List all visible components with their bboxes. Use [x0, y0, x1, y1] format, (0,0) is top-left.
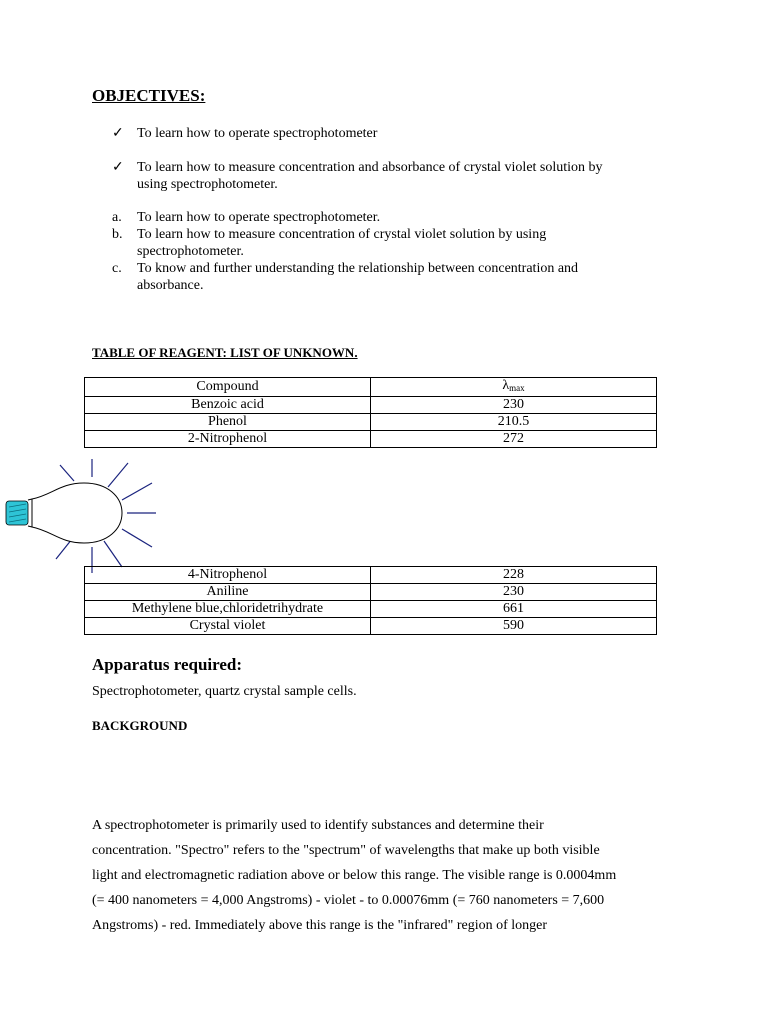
paragraph-line: (= 400 nanometers = 4,000 Angstroms) - violet - to 0.00076mm (= 760 nanometers = 7,600: [92, 893, 605, 908]
compound-cell: Crystal violet: [85, 618, 371, 635]
reagent-table-bottom: [84, 566, 657, 635]
list-marker: b.: [112, 227, 123, 242]
lambda-cell: 210.5: [371, 414, 657, 431]
table-row: [85, 584, 657, 601]
lambda-cell: 272: [371, 431, 657, 448]
table-row: [85, 567, 657, 584]
checkmark-icon: ✓: [112, 126, 124, 141]
header-compound: Compound: [85, 378, 371, 397]
compound-cell: Aniline: [85, 584, 371, 601]
lambda-cell: 230: [371, 397, 657, 414]
lightbulb-icon: [0, 455, 170, 575]
list-marker: c.: [112, 261, 122, 276]
lambda-cell: 228: [371, 567, 657, 584]
objective-text-line: To know and further understanding the relationship between concentration and: [137, 261, 579, 276]
apparatus-text: Spectrophotometer, quartz crystal sample cells.: [92, 684, 357, 699]
table-row: [85, 414, 657, 431]
header-lambda-max: [371, 378, 657, 397]
table-row: [85, 397, 657, 414]
lambda-subscript: max: [509, 383, 525, 393]
paragraph-line: Angstroms) - red. Immediately above this range is the "infrared" region of longer: [92, 918, 548, 933]
list-marker: a.: [112, 210, 122, 225]
objective-text-line: To learn how to operate spectrophotometer.: [137, 210, 381, 225]
compound-cell: Phenol: [85, 414, 371, 431]
compound-cell: Methylene blue,chloridetrihydrate: [85, 601, 371, 618]
lambda-cell: 230: [371, 584, 657, 601]
apparatus-heading: Apparatus required:: [92, 655, 243, 674]
compound-cell: Benzoic acid: [85, 397, 371, 414]
objective-text-line: To learn how to measure concentration of crystal violet solution by using: [137, 227, 547, 242]
objective-text-line: To learn how to operate spectrophotometer: [137, 126, 378, 141]
lambda-symbol: λ: [502, 378, 510, 393]
table-row: [85, 431, 657, 448]
paragraph-line: light and electromagnetic radiation above or below this range. The visible range is 0.0004mm: [92, 868, 617, 883]
lambda-cell: 661: [371, 601, 657, 618]
reagent-table-top: [84, 377, 657, 448]
background-paragraph: [92, 813, 662, 938]
paragraph-line: concentration. "Spectro" refers to the "spectrum" of wavelengths that make up both visible: [92, 843, 600, 858]
compound-cell: 4-Nitrophenol: [85, 567, 371, 584]
background-heading: BACKGROUND: [92, 718, 188, 733]
table-header-row: [85, 378, 657, 397]
table-row: [85, 618, 657, 635]
objectives-heading: OBJECTIVES:: [92, 86, 206, 105]
table-title: TABLE OF REAGENT: LIST OF UNKNOWN.: [92, 345, 358, 360]
objective-text-line: To learn how to measure concentration and absorbance of crystal violet solution by: [137, 160, 603, 175]
objective-text-line: using spectrophotometer.: [137, 177, 278, 192]
objective-text-line: spectrophotometer.: [137, 244, 244, 259]
compound-cell: 2-Nitrophenol: [85, 431, 371, 448]
table-row: [85, 601, 657, 618]
checkmark-icon: ✓: [112, 160, 124, 175]
lambda-cell: 590: [371, 618, 657, 635]
paragraph-line: A spectrophotometer is primarily used to identify substances and determine their: [92, 818, 544, 833]
objective-text-line: absorbance.: [137, 278, 204, 293]
